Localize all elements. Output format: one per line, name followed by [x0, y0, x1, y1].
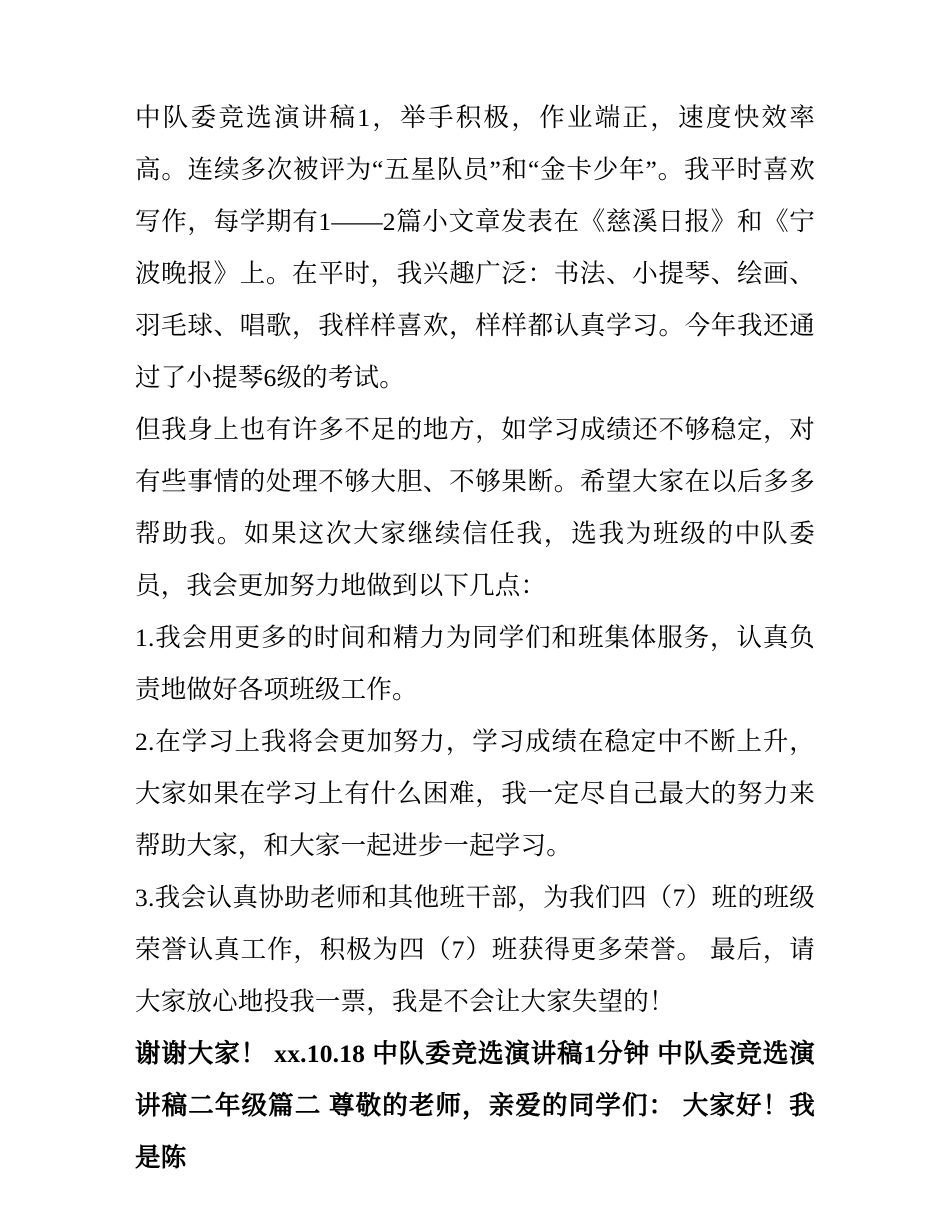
paragraph-2: 但我身上也有许多不足的地方，如学习成绩还不够稳定，对有些事情的处理不够大胆、不够果断。希望大家在以后多多帮助我。如果这次大家继续信任我，选我为班级的中队委员，我会更加努力地做到以下几点：	[135, 415, 815, 600]
paragraph-4: 2.在学习上我将会更加努力，学习成绩在稳定中不断上升，大家如果在学习上有什么困难，我一定尽自己最大的努力来帮助大家，和大家一起进步一起学习。	[135, 727, 815, 860]
document-body	[135, 92, 815, 1184]
paragraph-5: 3.我会认真协助老师和其他班干部，为我们四（7）班的班级荣誉认真工作，积极为四（7）班获得更多荣誉。 最后，请大家放心地投我一票，我是不会让大家失望的！	[135, 883, 815, 1016]
paragraph-1: 中队委竞选演讲稿1，举手积极，作业端正，速度快效率高。连续多次被评为“五星队员”和“金卡少年”。我平时喜欢写作，每学期有1——2篇小文章发表在《慈溪日报》和《宁波晚报》上。在平时，我兴趣广泛：书法、小提琴、绘画、羽毛球、唱歌，我样样喜欢，样样都认真学习。今年我还通过了小提琴6级的考试。	[135, 103, 815, 392]
paragraph-6: 谢谢大家！ xx.10.18 中队委竞选演讲稿1分钟 中队委竞选演讲稿二年级篇二 尊敬的老师，亲爱的同学们： 大家好！我是陈	[135, 1039, 815, 1172]
paragraph-3: 1.我会用更多的时间和精力为同学们和班集体服务，认真负责地做好各项班级工作。	[135, 623, 815, 704]
